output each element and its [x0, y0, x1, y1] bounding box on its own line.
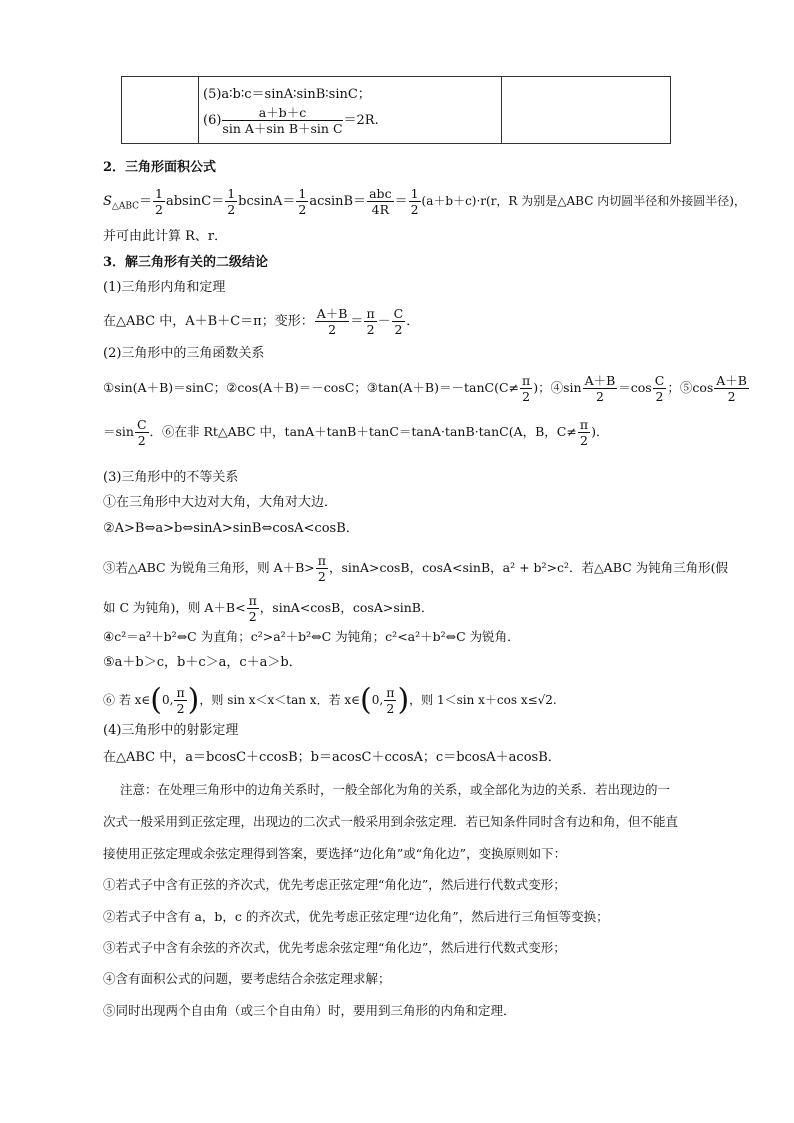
row6-fraction: $\frac{a+b+c}{\text{sin A＋sin B＋sin C}}$ — [222, 105, 343, 136]
area-formula: $S_{\triangle ABC}=$ $\frac{1}{2}$ absinC＝ $\frac{1}{2}$ bcsinA＝ $\frac{1}{2}$ acsinB＝ $\frac{\text{abc}}{4R}$ ＝ $\frac{1}{2}$ (a＋b＋c)·r(r，R 为别是△ABC 内切圆半径和外接圆半径)， — [103, 186, 746, 217]
note-item1: ①若式子中含有正弦的齐次式，优先考虑正弦定理“角化边”，然后进行代数式变形； — [103, 877, 566, 892]
section3-heading: 3．解三角形有关的二级结论 — [103, 255, 269, 270]
note-item2: ②若式子中含有 a，b，c 的齐次式，优先考虑正弦定理“边化角”，然后进行三角恒等变换； — [103, 909, 609, 924]
table-cell-right — [502, 77, 671, 144]
note-line3: 接使用正弦定理或余弦定理得到答案，要选择“边化角”或“角化边”，变换原则如下： — [103, 846, 567, 861]
note-line2: 次式一般采用到正弦定理，出现边的二次式一般采用到余弦定理．若已知条件同时含有边和角，但不能直 — [103, 814, 679, 829]
section2-heading: 2．三角形面积公式 — [103, 160, 217, 175]
p3-item4: ④c²＝a²＋b²⇔C 为直角；c²>a²＋b²⇔C 为钝角；c²<a²＋b²⇔C 为锐角． — [103, 629, 520, 644]
p3-title: (3)三角形中的不等关系 — [103, 470, 239, 485]
table-cell-left — [122, 77, 199, 144]
p4-title: (4)三角形中的射影定理 — [103, 723, 239, 738]
p2-title: (2)三角形中的三角函数关系 — [103, 346, 265, 361]
area-note: 并可由此计算 R、r． — [103, 229, 228, 244]
formula-table — [121, 76, 671, 144]
note-item3: ③若式子中含有余弦的齐次式，优先考虑余弦定理“角化边”，然后进行代数式变形； — [103, 940, 566, 955]
p3-item2: ②A>B⇔a>b⇔sinA>sinB⇔cosA<cosB． — [103, 521, 359, 536]
note-line1: 注意：在处理三角形中的边角关系时，一般全部化为角的关系，或全部化为边的关系．若出现边的一 — [120, 782, 671, 797]
p3-item3: ③若△ABC 为锐角三角形，则 A＋B> $\frac{\pi}{2}$ ，sinA>cosB，cosA<sinB，a² + b²>c²．若△ABC 为钝角三角形(假 — [103, 553, 729, 584]
p1-text: 在△ABC 中，A＋B＋C＝π；变形： $\frac{A+B}{2}$ ＝ $\frac{\pi}{2}$ － $\frac{C}{2}$ ． — [103, 306, 420, 337]
p3-item6: ⑥ 若 x∈(0, $\frac{\pi}{2}$ )，则 sin x＜x＜tan x．若 x∈(0, $\frac{\pi}{2}$ )，则 1＜sin x＋cos x≤√2. — [103, 682, 557, 718]
table-row5: (5)a∶b∶c＝sinA∶sinB∶sinC； — [203, 87, 371, 102]
p2-line1: ①sin(A＋B)＝sinC；②cos(A＋B)＝－cosC；③tan(A＋B)＝－tanC(C≠ $\frac{\pi}{2}$ )；④sin $\frac{A+B}{2}$ ＝cos $\frac{C}{2}$ ；⑤cos $\frac{A+B}{2}$ — [103, 373, 747, 404]
p3-item1: ①在三角形中大边对大角，大角对大边． — [103, 495, 338, 510]
p2-line2: ＝sin $\frac{C}{2}$ ．⑥在非 Rt△ABC 中，tanA＋tanB＋tanC＝tanA·tanB·tanC(A，B，C≠ $\frac{\pi}{2}$ )． — [103, 417, 609, 448]
note-item5: ⑤同时出现两个自由角（或三个自由角）时，要用到三角形的内角和定理． — [103, 1003, 516, 1018]
p3-item5: ⑤a＋b＞c，b＋c＞a，c＋a＞b． — [103, 655, 302, 670]
note-item4: ④含有面积公式的问题，要考虑结合余弦定理求解； — [103, 971, 391, 986]
table-row6: (6) $\frac{a+b+c}{\text{sin A＋sin B＋sin C}}$ ＝2R. — [203, 105, 379, 136]
p1-title: (1)三角形内角和定理 — [103, 280, 226, 295]
table-cell-middle — [199, 77, 502, 144]
p4-text: 在△ABC 中，a＝bcosC＋ccosB；b＝acosC＋ccosA；c＝bcosA＋acosB． — [103, 750, 561, 765]
p3-item3-cont: 如 C 为钝角)，则 A＋B< $\frac{\pi}{2}$ ，sinA<cosB，cosA>sinB． — [103, 593, 434, 624]
